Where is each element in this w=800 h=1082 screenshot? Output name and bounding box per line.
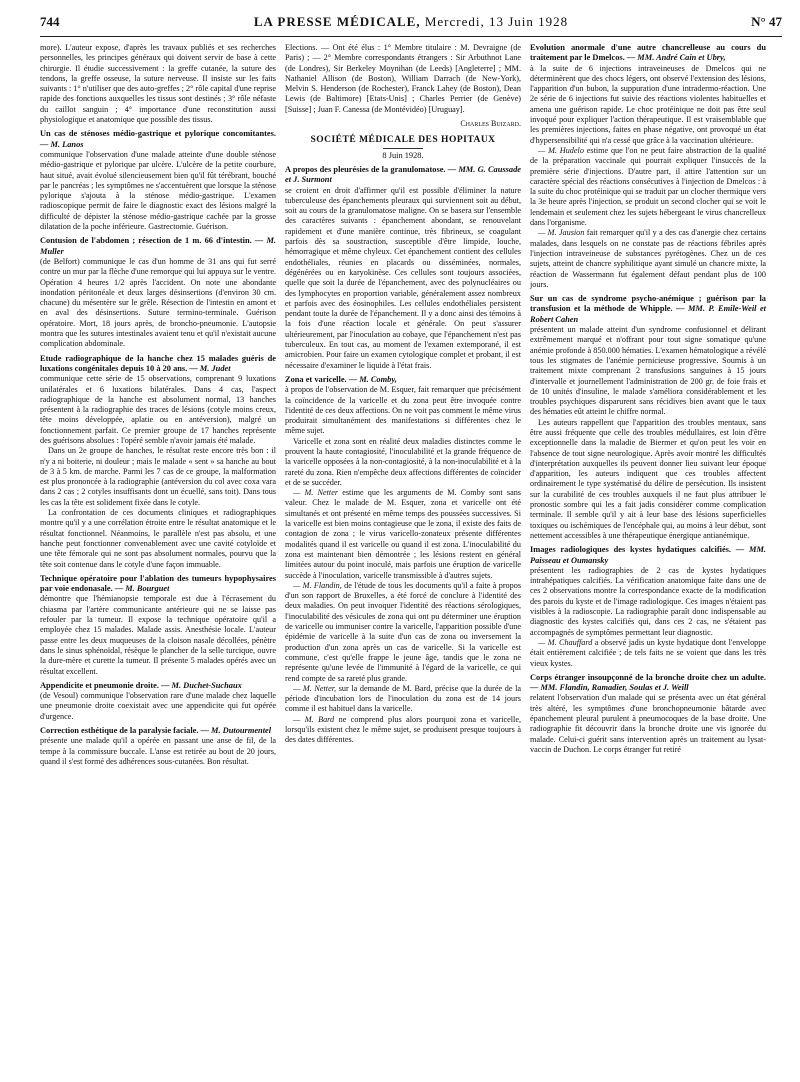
section-heading	[40, 129, 276, 150]
issue-number: N° 47	[751, 14, 782, 29]
author: — MM. G. Caussade et J. Surmont	[285, 164, 521, 185]
heading-text: Appendicite et pneumonie droite.	[40, 680, 159, 690]
author: — M. Netter	[293, 488, 339, 498]
issue-date: Mercredi, 13 Juin 1928	[424, 14, 569, 29]
journal-name: LA PRESSE MÉDICALE,	[253, 14, 421, 29]
heading-text: A propos des pleurésies de la granulomatose.	[285, 164, 446, 174]
column-2	[285, 43, 521, 767]
heading-text: Contusion de l'abdomen ; résection de 1 m. 66 d'intestin.	[40, 236, 252, 246]
author: — M. Dutourmentel	[200, 726, 272, 735]
column-3	[530, 43, 766, 767]
paragraph	[530, 228, 766, 290]
heading-text: Corps étranger insoupçonné de la bronche droite chez un adulte.	[530, 672, 766, 682]
paragraph-text: sur la demande de M. Bard, précise que la durée de la période d'incubation lors de l'inoculation du zona est de 14 jours comme il est habituel dans la varicelle.	[285, 683, 522, 714]
paragraph-text: estime que l'on ne peut faire abstraction de la qualité de la préparation vaccinale qui pourrait expliquer l'insuccès de la première série d'injections. D'autre part, il attire l'attention sur un caractère spécial des réactions consécutives à l'injection de Dmelcos : à la suite du choc protéinique qui se traduit par un clocher thermique vers la 3e heure après l'injection, se produit un second clocher qui se voit le lendemain et seulement chez les sujets hébergeant le virus chancrelleux dans l'organisme.	[530, 145, 767, 228]
elections-paragraph: Elections. — Ont été élus : 1° Membre titulaire : M. Devraigne (de Paris) ; — 2° Membre correspondants étrangers : Sir Arbuthnot Lane (de Londres), Sir Berkeley Moynihan (de Leeds) [Angleterre] ; MM. Nathaniel Allison (de Boston), William Darrach (de New-York), Melvin S. Henderson (de Rochester), Franck Lahey (de Boston), Dean Lewis (de Baltimore) [Etats-Unis] ; Charles Perrier (de Genève) [Suisse] ; Juan F. Canessa (de Montévidéo) [Uruguay].	[285, 43, 521, 114]
page-number: 744	[40, 14, 60, 29]
section-heading	[530, 43, 766, 64]
section-heading	[40, 726, 276, 736]
paragraph-text: fait remarquer qu'il y a des cas d'anergie chez certains malades, dans lesquels on ne constate pas de réactions fébriles après l'injection intraveineuse de substances pyrétogènes. Chez un de ces sujets, atteint de chancre syphilitique ayant simulé un chancre mixte, la réaction de Wassermann fut également défaut pendant plus de 100 jours.	[530, 228, 766, 289]
paragraph	[530, 638, 766, 669]
heading-text: Etude radiographique de la hanche chez 15 malades guéris de luxations congénitales depuis 10 à 20 ans.	[40, 353, 276, 373]
author: — M. Flandin,	[293, 580, 342, 590]
signature: Charles Buizard.	[460, 119, 521, 129]
section-heading	[40, 681, 276, 691]
paragraph: présente une malade qu'il a opérée en passant une anse de fil, de la tempe à la commissure buccale. L'anse est retirée au bout de 20 jours, quand il s'est formé des adhérences sous-cutanées. Bon résultat.	[40, 736, 276, 766]
paragraph: (de Belfort) communique le cas d'un homme de 31 ans qui fut serré contre un mur par la flèche d'une remorque qui lui appuya sur le ventre. Opération 4 heures 1/2 après l'accident. On note une abondante inondation péritonéale et deux larges désinsertions (d'environ 30 cm. chacune) du mésentère sur le grêle. Résection de l'intestin en amont et en aval des désinsertions. Suture termino-terminale. Guérison opératoire. Mort, 18 jours après, de broncho-pneumonie. L'autopsie montra que les sutures intestinales avaient tenu et qu'il n'existait aucune complication abdominale.	[40, 256, 276, 349]
paragraph: (de Vesoul) communique l'observation rare d'une malade chez laquelle une pneumonie droite coexistait avec une appendicite qui fut opérée d'urgence.	[40, 691, 276, 721]
paragraph: Varicelle et zona sont en réalité deux maladies distinctes comme le prouvent la haute contagiosité, l'inoculabilité et la grande fréquence de la varicelle opposées à la non-contagiosité, à la non-inoculabilité et à la rareté du zona. Rien n'empêche deux affections différentes de coïncider et de se succéder.	[285, 436, 521, 487]
heading-text: Evolution anormale d'une autre chancrelleuse au cours du traitement par le Dmelcos.	[530, 43, 766, 63]
divider	[383, 148, 423, 149]
paragraph-text: estime que les arguments de M. Comby sont sans valeur. Chez le malade de M. Esquer, zona et varicelle ont été simultanés et ont présenté en même temps des poussées successives. Si la varicelle est bien moins contagieuse que le zona, il existe des faits de contagion de zona ; le virus varicello-zonateux présente différentes modalités quand il est varicelle ou quand il est zona. L'inoculabilité du zona est maintenant bien démontrée ; les lésions restent en général limitées autour du point inoculé, mais parfois une éruption de varicelle succède à l'inoculation, varicelle transmissible à d'autres sujets.	[285, 488, 521, 580]
author: — MM. André Cain et Ubry,	[626, 53, 726, 63]
heading-text: Zona et varicelle.	[285, 374, 347, 384]
paragraph	[285, 581, 521, 684]
journal-title	[40, 14, 782, 30]
session-date: 8 Juin 1928.	[382, 150, 424, 160]
author: — M. Jausion	[538, 228, 585, 238]
paragraph: démontre que l'hémianopsie temporale est due à l'écrasement du chiasma par l'artère communicante antérieure qui ne se laisse pas refouler par la tumeur. Il expose la technique opératoire qu'il a employée chez 15 malades. Malade assis. Anesthésie locale. L'auteur passe entre les deux muqueuses de la cloison nasale décollées, pénètre dans le sinus sphénoïdal, résèque le plancher de la selle turcique, ouvre la dure-mère et curette la tumeur. Il présente 5 malades opérés avec un résultat excellent.	[40, 594, 276, 676]
author: — M. Chauffard	[538, 637, 593, 647]
heading-text: Sur un cas de syndrome psycho-anémique ; guérison par la transfusion et la méthode de Whipple.	[530, 294, 766, 314]
paragraph	[285, 488, 521, 581]
paragraph: Dans un 2e groupe de hanches, le résultat reste encore très bon : il n'y a ni boiterie, ni douleur ; mais le malade « sent » sa hanche au bout de 3 à 5 km. de marche. Parmi les 7 cas de ce groupe, la malformation est plus prononcée à la radiographie (antéversion du col avec coxa vara dans 2 cas ; 2 cotyles insuffisants dont un écuellé, sans toit). Dans tous les cas la tête est solidement fixée dans le cotyle.	[40, 446, 276, 507]
section-heading	[40, 236, 276, 257]
author: — M. Netter,	[293, 683, 337, 693]
author: — MM. Paisseau et Oumansky	[530, 545, 766, 565]
paragraph: à la suite de 6 injections intraveineuses de Dmelcos qui ne déterminèrent que des chocs légers, ont observé l'extension des lésions, l'apparition d'un bubon, la suppuration d'une intradermo-réaction. Une 2e série de 6 injections fut suivie des réactions violentes habituelles et amena une guérison rapide. Le choc protéinique ne doit pas être seul invoqué pour expliquer l'action thérapeutique. Il est vraisemblable que les premières injections, faites en phase négative, ont provoqué un état d'hypersensibilité qui n'a cessé que grâce à la vaccination ultérieure.	[530, 63, 766, 145]
paragraph: communique cette série de 15 observations, comprenant 9 luxations unilatérales et 6 luxations bilatérales. Dans 4 cas, l'aspect radiographique de la hanche est absolument normal, 13 hanches présentent à la radiographie des traces de lésions (cotyle moins creux, tête moins développée, aplatie ou en antéversion), malgré un fonctionnement parfait. Ce premier groupe de 17 hanches représente des guérisons absolues : l'opéré semble n'avoir jamais été malade.	[40, 374, 276, 445]
paragraph	[285, 684, 521, 715]
section-heading	[285, 165, 521, 186]
article-columns	[40, 43, 782, 767]
paragraph: présentent les radiographies de 2 cas de kystes hydatiques intrahépatiques calcifiés. La vérification anatomique faite dans une de ces 2 observations montre la correspondance exacte de la modification des parois du kyste et de l'image radiologique. Ces images n'étaient pas visibles à la radioscopie. La radiographie paraît donc indispensable au diagnostic des kystes calcifiés qui, dans ces 2 cas, ne s'étaient pas accompagnés de symptômes permettant leur diagnostic.	[530, 565, 766, 637]
paragraph: communique l'observation d'une malade atteinte d'une double sténose médio-gastrique et pylorique par ulcère. L'ulcère de la petite courbure, haut situé, avait évolué silencieusement bien qu'il fût térébrant, bouché par le pancréas ; les symptômes ne s'accentuèrent que lorsque la sténose pylorique s'ajouta à la sténose médio-gastrique. L'examen radioscopique permit de faire le diagnostic exact des lésions malgré la difficulté de dépister la sténose médio-gastrique cachée par la grosse dilatation de la poche inférieure. Gastrectomie. Guérison.	[40, 149, 276, 232]
heading-text: Un cas de sténoses médio-gastrique et pylorique concomitantes.	[40, 129, 276, 139]
paragraph: présentent un malade atteint d'un syndrome confusionnel et délirant extrêmement marqué et n'offrant pour tout signe somatique qu'une anémie profonde à 850.000 hématies. L'examen hématologique a révélé tous les stigmates de l'anémie pernicieuse progressive. Soumis à un traitement mixte comprenant 2 transfusions sanguines à 15 jours d'intervalle et journellement l'administration de 200 gr. de foie frais et de 10 unités d'insuline, le malade s'améliora considérablement et les troubles psychiques disparurent sans récidives bien avant que le taux des hématies eût atteint le chiffre normal.	[530, 325, 766, 417]
author: — MM. Flandin, Ramadier, Soulas et J. Weill	[530, 683, 689, 693]
section-heading	[530, 545, 766, 566]
paragraph-text: de l'étude de tous les documents qu'il a faite à propos d'un son rapport de Bruxelles, a été forcé de conclure à l'identité des deux maladies. On peut invoquer l'identité des réactions sérologiques, l'inoculabilité des vésicules de zona qui ont pu déterminer une éruption de varicelle ou immuniser contre la varicelle, l'apparition possible d'une épidémie de varicelle à la suite d'un cas de zona ou inversement la production d'un zona après un cas de varicelle. Si la varicelle est commune, c'est qu'elle frappe le jeune âge, tandis que le zona ne représente qu'une levée de l'immunité à l'égard de la varicelle, ce qui rend compte de sa rareté plus grande.	[285, 580, 522, 683]
author: — M. Duchet-Suchaux	[161, 680, 242, 690]
section-heading	[40, 574, 276, 595]
author: — MM. P. Emile-Weil et Robert Cahen	[530, 304, 766, 324]
paragraph: more). L'auteur expose, d'après les travaux publiés et ses recherches personnelles, les principes généraux qui doivent servir de base à cette chirurgie. Il étudie successivement : la greffe cutanée, la suture des tendons, la greffe osseuse, la suture nerveuse. Il insiste sur les faits suivants : 1° n'utiliser que des auto-greffes ; 2° rôle capital d'une reprise rapide des fonctions auxquelles les tissus sont destinés ; 3° rôle néfaste du caillot sanguin ; 4° importance d'une reconstitution aussi physiologique et anatomique que possible des tissus.	[40, 43, 276, 125]
column-1	[40, 43, 276, 767]
paragraph	[530, 146, 766, 228]
paragraph: La confrontation de ces documents cliniques et radiographiques montre qu'il y a une corrélation étroite entre le résultat anatomique et le résultat fonctionnel. Néanmoins, le parallèle n'est pas absolu, et une hanche peut fonctionner convenablement avec une cavité cotyloïde et une tête fémorale qui ne sont pas absolument normales, pourvu que la tête soit contenue dans le cotyle d'une façon immuable.	[40, 508, 276, 569]
author: — M. Bard	[293, 714, 335, 724]
paragraph-text: a observé jadis un kyste hydatique dont l'enveloppe était entièrement calcifiée ; de tels faits ne se voient que dans les très vieux kystes.	[530, 637, 766, 668]
paragraph: Les auteurs rappellent que l'apparition des troubles mentaux, sans être aussi fréquente que celle des troubles médullaires, est loin d'être exceptionnelle dans la maladie de Biermer et qu'on peut les voir en l'absence de tout signe neurologique. Après avoir montré les difficultés d'interprétation auxquelles ils peuvent donner lieu suivant leur époque d'apparition, les auteurs indiquent que ces troubles affectent ordinairement le type systématisé du délire de persécution. Ils insistent sur la curabilité de ces troubles auxquels il ne faut plus attribuer le pronostic sombre qui les a fait jadis considérer comme complication terminale. Il semble qu'il y ait à leur base des lésions superficielles toxiques ou ischémiques de l'encéphale qui, au moins à leur début, sont nettement accessibles à une thérapeutique énergique antianémique.	[530, 417, 766, 540]
section-heading	[285, 375, 521, 385]
paragraph-text: ne comprend plus alors pourquoi zona et varicelle, lorsqu'ils existent chez le même sujet, se produisent presque toujours à des dates différentes.	[285, 714, 522, 745]
paragraph: à propos de l'observation de M. Esquer, fait remarquer que précisément la coïncidence de la varicelle et du zona peut être invoquée contre l'identité de ces deux affections. On ne voit pas comment le même virus produirait simultanément des manifestations si différentes chez le même sujet.	[285, 385, 521, 436]
section-heading	[40, 354, 276, 375]
page-header	[40, 10, 782, 37]
author: — M. Hudelo	[538, 145, 584, 155]
author: — M. Bourguet	[114, 584, 170, 594]
paragraph: se croient en droit d'affirmer qu'il est possible d'éliminer la nature tuberculeuse des épanchements pleuraux qui surviennent soit au début, soit au cours de la granulomatose maligne. On se basera sur l'ensemble des caractères suivants : épanchement abondant, se renouvelant rapidement et d'une manière continue, très fibrineux, se coagulant parfois dès sa soustraction, susceptible d'être limpide, louche, hémorragique et même chyleux. Cet épanchement contient des cellules endothéliales, réunies en placards ou disséminées, normales, dégénérées ou en karyokinèse. Ces cellules sont toujours associées, quelle que soit la durée de l'épanchement, avec des polynucléaires ou des lymphocytes en proportion variable, généralement assez nombreux et parfois avec des éosinophiles. Les cellules endothéliales persistent pendant toute la durée de l'épanchement. Il y a donc ainsi des témoins à la fois d'une réaction locale et générale. On peut s'assurer ultérieurement, par l'inoculation au cobaye, que l'épanchement n'est pas tuberculeux. En tout cas, au moment de l'examen extemporané, il est amicrobien. Pour faire un examen cytologique complet et probant, il est nécessaire d'examiner le liquide à l'état frais.	[285, 185, 521, 370]
author: — M. Muller	[40, 236, 276, 256]
author: — M. Judet	[189, 363, 231, 373]
society-title: SOCIÉTÉ MÉDICALE DES HOPITAUX	[310, 135, 496, 146]
author: — M. Comby,	[348, 374, 397, 384]
section-heading	[530, 673, 766, 694]
heading-text: Technique opératoire pour l'ablation des tumeurs hypophysaires par voie endonasale.	[40, 573, 276, 594]
heading-text: Images radiologiques des kystes hydatiques calcifiés.	[530, 545, 732, 555]
paragraph: relatent l'observation d'un malade qui se présenta avec un état général très altéré, les symptômes d'une bronchopneumonie bâtarde avec épanchement pleural purulent à pneumocoques de la base droite. Une radiographie fit découvrir dans la bronche droite une vis ignorée du malade. Celui-ci guérit sans intervention après un traitement au lysat-vaccin de Duchon. Le corps étranger fut retiré	[530, 693, 766, 754]
author: — M. Lanos	[40, 139, 84, 149]
paragraph	[285, 715, 521, 746]
section-heading	[530, 294, 766, 325]
heading-text: Correction esthétique de la paralysie faciale.	[40, 726, 199, 735]
